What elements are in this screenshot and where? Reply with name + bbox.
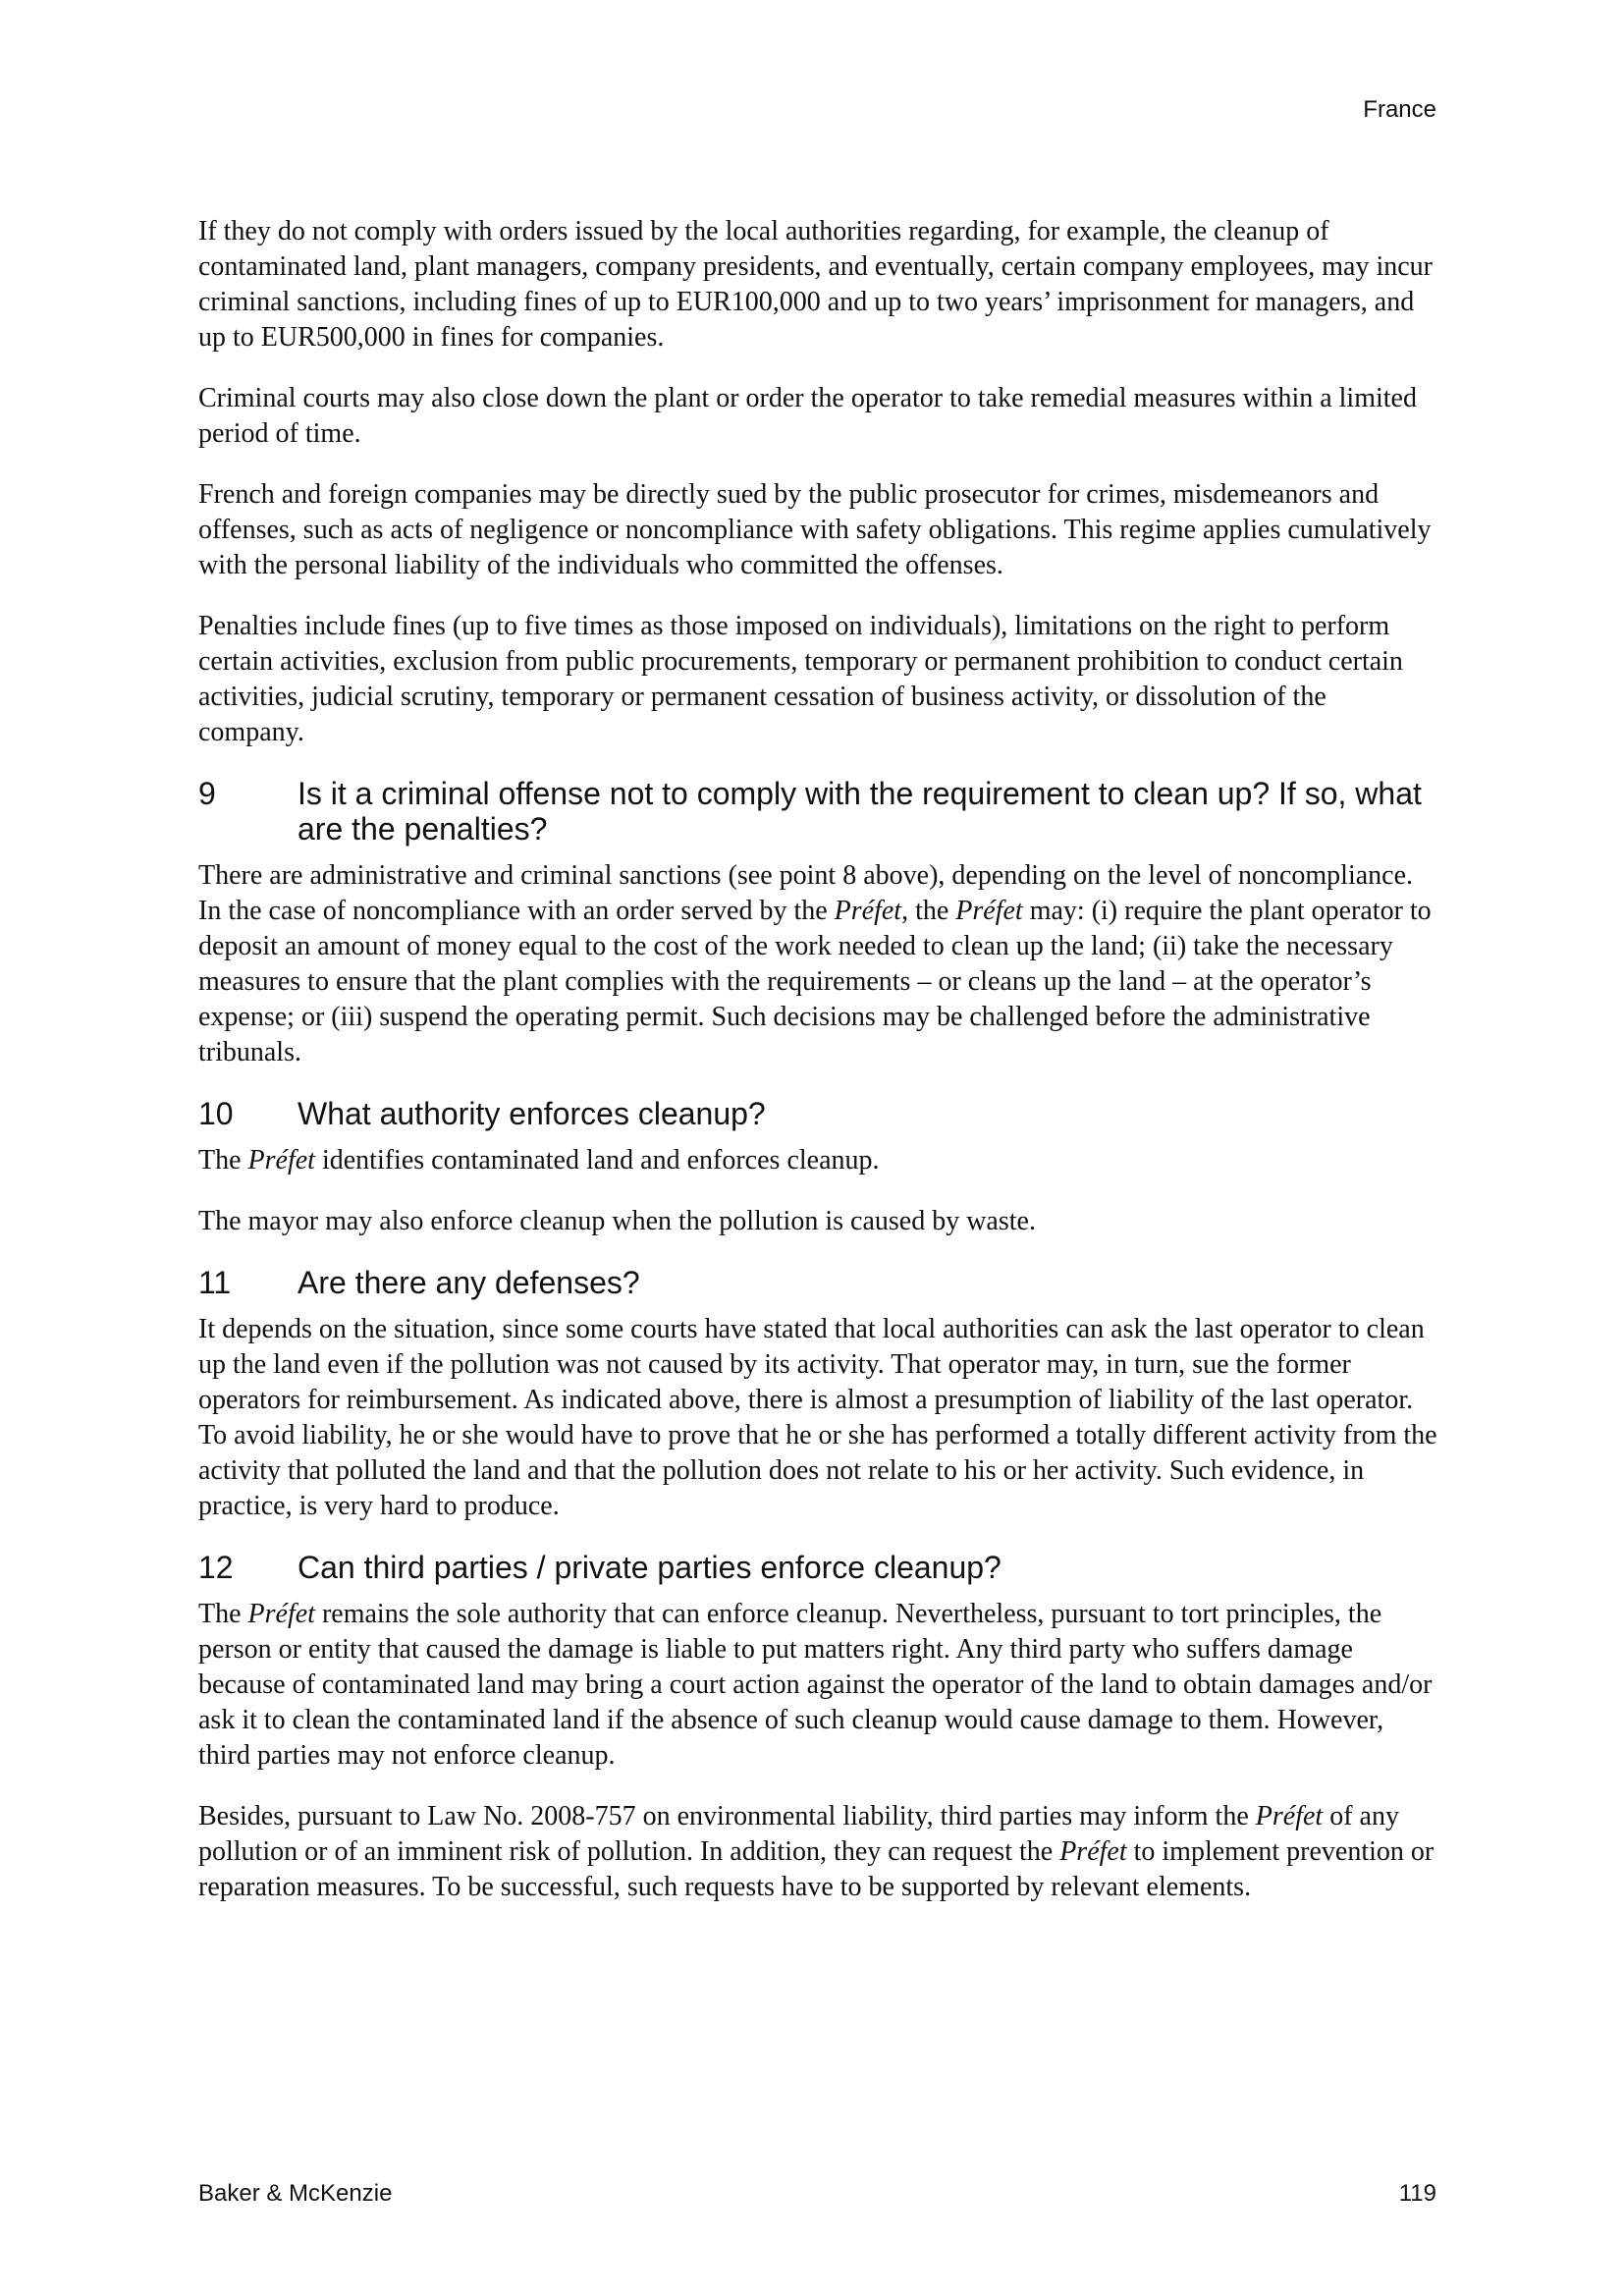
- running-header: France: [1363, 96, 1436, 123]
- text-run: remains the sole authority that can enforce cleanup. Nevertheless, pursuant to tort principles, the person or entity that caused the damage is liable to put matters right. Any third party who suffers damage because of contaminated land may bring a court action against the operator of the land to obtain damages and/or ask it to clean the contaminated land if the absence of such cleanup would cause damage to them. However, third parties may not enforce cleanup.: [198, 1599, 1433, 1771]
- page-footer: [198, 2180, 1436, 2208]
- paragraph: French and foreign companies may be directly sued by the public prosecutor for crimes, misdemeanors and offenses, such as acts of negligence or noncompliance with safety obligations. This regime applies cumulatively with the personal liability of the individuals who committed the offenses.: [198, 479, 1432, 580]
- text-run: The: [198, 1599, 248, 1629]
- paragraph: If they do not comply with orders issued by the local authorities regarding, for example, the cleanup of contaminated land, plant managers, company presidents, and eventually, certain company employees, may incur criminal sanctions, including fines of up to EUR100,000 and up to two years’ imprisonment for managers, and up to EUR500,000 in fines for companies.: [198, 216, 1433, 353]
- paragraph: [198, 858, 1437, 1070]
- text-run: There are administrative and criminal sanctions (see point 8 above), depending on the level of noncompliance. In the case of noncompliance with an order served by the: [198, 860, 1414, 926]
- italic-term: Préfet: [247, 1599, 315, 1629]
- italic-term: Préfet: [955, 896, 1023, 926]
- text-run: Besides, pursuant to Law No. 2008-757 on environmental liability, third parties may inform the: [198, 1801, 1256, 1831]
- section-number: 9: [198, 776, 216, 811]
- footer-firm-name: Baker & McKenzie: [198, 2180, 393, 2207]
- paragraph: Criminal courts may also close down the plant or order the operator to take remedial measures within a limited period of time.: [198, 383, 1417, 449]
- italic-term: Préfet: [1059, 1836, 1127, 1867]
- text-run: may: (i) require the plant operator to deposit an amount of money equal to the cost of the work needed to clean up the land; (ii) take the necessary measures to ensure that the plant complies with the requirements – or cleans up the land – at the operator’s expense; or (iii) suspend the operating permit. Such decisions may be challenged before the administrative tribunals.: [198, 896, 1432, 1067]
- page-number: 119: [1398, 2180, 1436, 2207]
- body-content: [198, 214, 1437, 1931]
- section-number: 11: [198, 1265, 232, 1300]
- paragraph: Penalties include fines (up to five times as those imposed on individuals), limitations on the right to perform certain activities, exclusion from public procurements, temporary or permanent prohibition to conduct certain activities, judicial scrutiny, temporary or permanent cessation of business activity, or dissolution of the company.: [198, 611, 1403, 747]
- text-run: of any pollution or of an imminent risk of pollution. In addition, they can request the: [198, 1801, 1399, 1867]
- text-run: identifies contaminated land and enforces cleanup.: [314, 1145, 880, 1175]
- text-run: The: [198, 1145, 248, 1175]
- paragraph: [198, 1597, 1437, 1774]
- section-title: What authority enforces cleanup?: [298, 1096, 766, 1131]
- section-11-heading: [198, 1265, 1437, 1300]
- italic-term: Préfet: [834, 896, 902, 926]
- section-number: 12: [198, 1550, 234, 1585]
- section-10-heading: [198, 1096, 1437, 1131]
- paragraph: [198, 1799, 1437, 1905]
- section-9-heading: [198, 776, 1437, 847]
- paragraph: [198, 1143, 1437, 1178]
- section-12-heading: [198, 1550, 1437, 1585]
- section-number: 10: [198, 1096, 234, 1131]
- section-title: Can third parties / private parties enforce cleanup?: [298, 1550, 1001, 1585]
- paragraph: The mayor may also enforce cleanup when the pollution is caused by waste.: [198, 1206, 1036, 1236]
- paragraph: It depends on the situation, since some courts have stated that local authorities can ask the last operator to clean up the land even if the pollution was not caused by its activity. That operator may, in turn, sue the former operators for reimbursement. As indicated above, there is almost a presumption of liability of the last operator. To avoid liability, he or she would have to prove that he or she has performed a totally different activity from the activity that polluted the land and that the pollution does not relate to his or her activity. Such evidence, in practice, is very hard to produce.: [198, 1314, 1437, 1521]
- italic-term: Préfet: [1255, 1801, 1324, 1831]
- text-run: , the: [901, 896, 956, 926]
- text-run: to implement prevention or reparation measures. To be successful, such requests have to be supported by relevant elements.: [198, 1836, 1435, 1902]
- section-title: Are there any defenses?: [298, 1265, 640, 1300]
- italic-term: Préfet: [247, 1145, 315, 1175]
- section-title: Is it a criminal offense not to comply with the requirement to clean up? If so, what are the penalties?: [298, 776, 1422, 847]
